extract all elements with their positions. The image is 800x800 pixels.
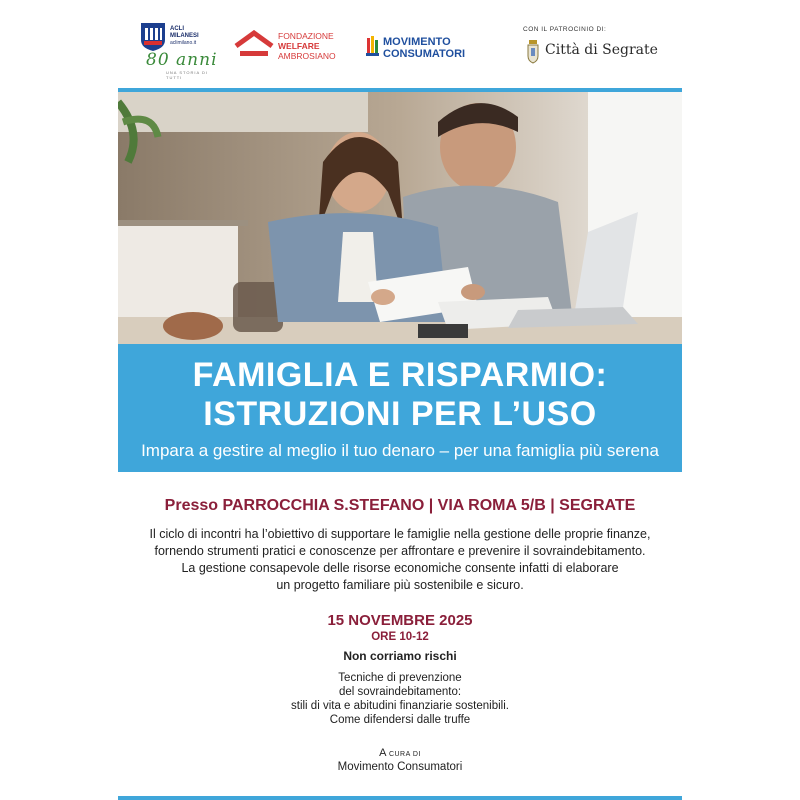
acli-name: ACLI <box>170 26 184 32</box>
topic-line: del sovraindebitamento: <box>338 686 462 698</box>
venue-line: Presso PARROCCHIA S.STEFANO | VIA ROMA 5/B | SEGRATE <box>164 497 636 514</box>
event-time: ORE 10-12 <box>371 631 429 643</box>
bottom-accent-bar <box>118 796 682 800</box>
title-line-2: ISTRUZIONI PER L’USO <box>203 395 597 433</box>
event-date: 15 NOVEMBRE 2025 <box>327 612 473 629</box>
event-topics <box>118 671 682 727</box>
intro-paragraph <box>118 526 682 594</box>
intro-line: La gestione consapevole delle risorse economiche consente infatti di elaborare <box>181 561 619 575</box>
acli-logo <box>140 20 220 80</box>
sponsor-logos <box>118 18 682 78</box>
fondazione-welfare-logo <box>234 28 344 68</box>
citta-name: Città di Segrate <box>545 42 658 58</box>
acli-tagline: UNA STORIA DI TUTTI <box>166 70 209 80</box>
topic-line: stili di vita e abitudini finanziarie sostenibili. <box>291 700 509 712</box>
fondazione-line2: WELFARE <box>278 41 320 51</box>
cura-label <box>118 747 682 759</box>
topic-line: Tecniche di prevenzione <box>338 672 462 684</box>
hero-photo-couple-reviewing-bills <box>118 92 682 344</box>
pencils-icon <box>366 34 380 58</box>
acli-shield-icon <box>140 22 166 52</box>
acli-80-anni: 80 anni <box>146 50 218 70</box>
topic-line: Come difendersi dalle truffe <box>329 714 471 726</box>
movimento-line2: CONSUMATORI <box>383 48 466 60</box>
acli-site: aclimilano.it <box>170 40 197 46</box>
movimento-consumatori-logo <box>366 32 476 68</box>
movimento-line1: MOVIMENTO <box>383 36 451 48</box>
intro-line: un progetto familiare più sostenibile e sicuro. <box>276 578 524 592</box>
citta-segrate-logo <box>527 40 667 70</box>
title-banner <box>118 344 682 472</box>
cura-rest: CURA DI <box>388 751 421 758</box>
cura-first: A <box>379 747 386 759</box>
patrocinio-label: CON IL PATROCINIO DI: <box>523 26 607 33</box>
house-icon <box>234 30 274 60</box>
event-title: Non corriamo rischi <box>343 649 457 663</box>
intro-line: fornendo strumenti pratici e conoscenze per affrontare e prevenire il sovraindebitamento. <box>154 544 646 558</box>
acli-sub: MILANESI <box>170 33 199 39</box>
city-crest-icon <box>527 40 539 64</box>
fondazione-line3: AMBROSIANO <box>278 51 336 61</box>
intro-line: Il ciclo di incontri ha l’obiettivo di supportare le famiglie nella gestione delle proprie finanze, <box>149 527 651 541</box>
subtitle: Impara a gestire al meglio il tuo denaro – per una famiglia più serena <box>141 441 659 460</box>
title-line-1: FAMIGLIA E RISPARMIO: <box>192 356 608 394</box>
cura-organization: Movimento Consumatori <box>337 761 463 773</box>
fondazione-line1: FONDAZIONE <box>278 31 334 41</box>
